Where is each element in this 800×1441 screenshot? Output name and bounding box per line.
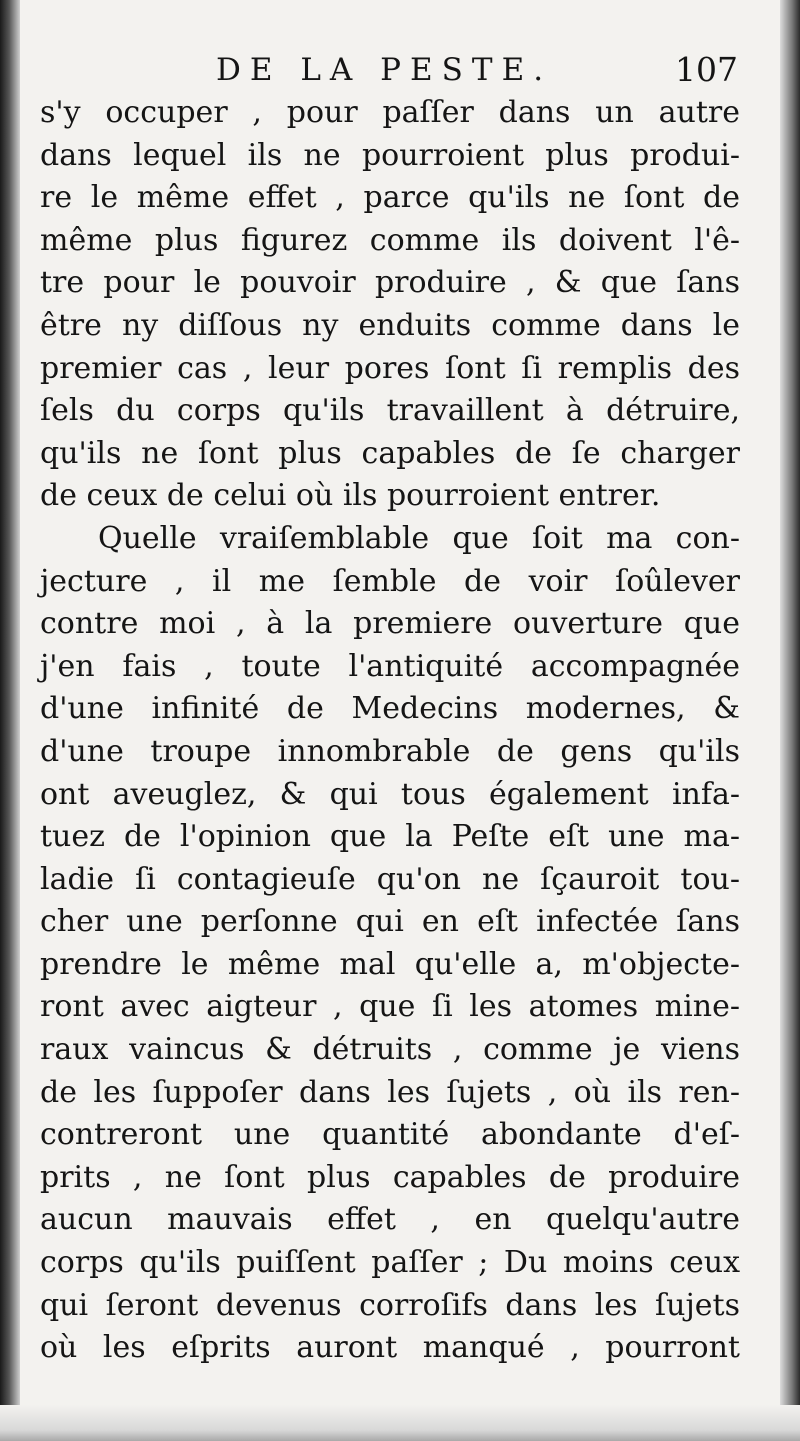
paragraph-end-line: de ceux de celui où ils pourroient entrer. [40, 478, 661, 514]
text-line: prits , ne ſont plus capables de produire [40, 1159, 740, 1195]
text-line: cher une perſonne qui en eſt infectée ſans [40, 904, 740, 940]
text-line: jecture , il me ſemble de voir ſoûlever [40, 563, 740, 599]
text-line: j'en fais , toute l'antiquité accompagnée [40, 648, 740, 684]
running-title: DE LA PESTE. [216, 52, 553, 88]
text-line: contreront une quantité abondante d'eſ- [40, 1117, 740, 1153]
text-line: s'y occuper , pour paſſer dans un autre [40, 95, 740, 130]
text-line: de les ſuppoſer dans les ſujets , où ils ren- [40, 1074, 740, 1110]
page-edge-shadow [780, 0, 800, 1441]
page-number: 107 [675, 50, 738, 89]
text-line: qui ſeront devenus corroſifs dans les ſujets [40, 1287, 740, 1323]
text-line: ont aveuglez, & qui tous également infa- [40, 776, 740, 812]
text-line: d'une troupe innombrable de gens qu'ils [40, 733, 740, 769]
text-line: qu'ils ne ſont plus capables de ſe charger [40, 435, 740, 471]
text-line: re le même effet , parce qu'ils ne ſont de [40, 180, 740, 216]
text-line: ront avec aigteur , que ſi les atomes mine- [40, 989, 740, 1025]
page-content [40, 48, 740, 1370]
paragraph-start-line: Quelle vraiſemblable que ſoit ma con- [98, 520, 740, 556]
text-line: ladie ſi contagieuſe qu'on ne ſçauroit tou- [40, 861, 740, 897]
text-line: contre moi , à la premiere ouverture que [40, 606, 740, 642]
text-line: ſels du corps qu'ils travaillent à détruire, [40, 393, 740, 429]
text-line: premier cas , leur pores ſont ſi remplis des [40, 350, 740, 386]
text-line: même plus figurez comme ils doivent l'ê- [40, 222, 740, 258]
text-line: d'une infinité de Medecins modernes, & [40, 691, 740, 727]
text-line: dans lequel ils ne pourroient plus produi- [40, 137, 740, 173]
text-line: corps qu'ils puiſſent paſſer ; Du moins ceux [40, 1245, 740, 1281]
text-line: tuez de l'opinion que la Peſte eſt une ma- [40, 819, 740, 855]
page-header [40, 48, 740, 92]
text-line: aucun mauvais effet , en quelqu'autre [40, 1202, 740, 1238]
bottom-edge-shadow [0, 1405, 800, 1441]
book-gutter-shadow [0, 0, 20, 1441]
body-text [40, 92, 740, 1370]
text-line: raux vaincus & détruits , comme je viens [40, 1032, 740, 1068]
text-line: où les eſprits auront manqué , pourront [40, 1330, 740, 1366]
text-line: être ny diſſous ny enduits comme dans le [40, 307, 740, 343]
text-line: tre pour le pouvoir produire , & que ſans [40, 265, 740, 301]
text-line: prendre le même mal qu'elle a, m'objecte- [40, 946, 740, 982]
